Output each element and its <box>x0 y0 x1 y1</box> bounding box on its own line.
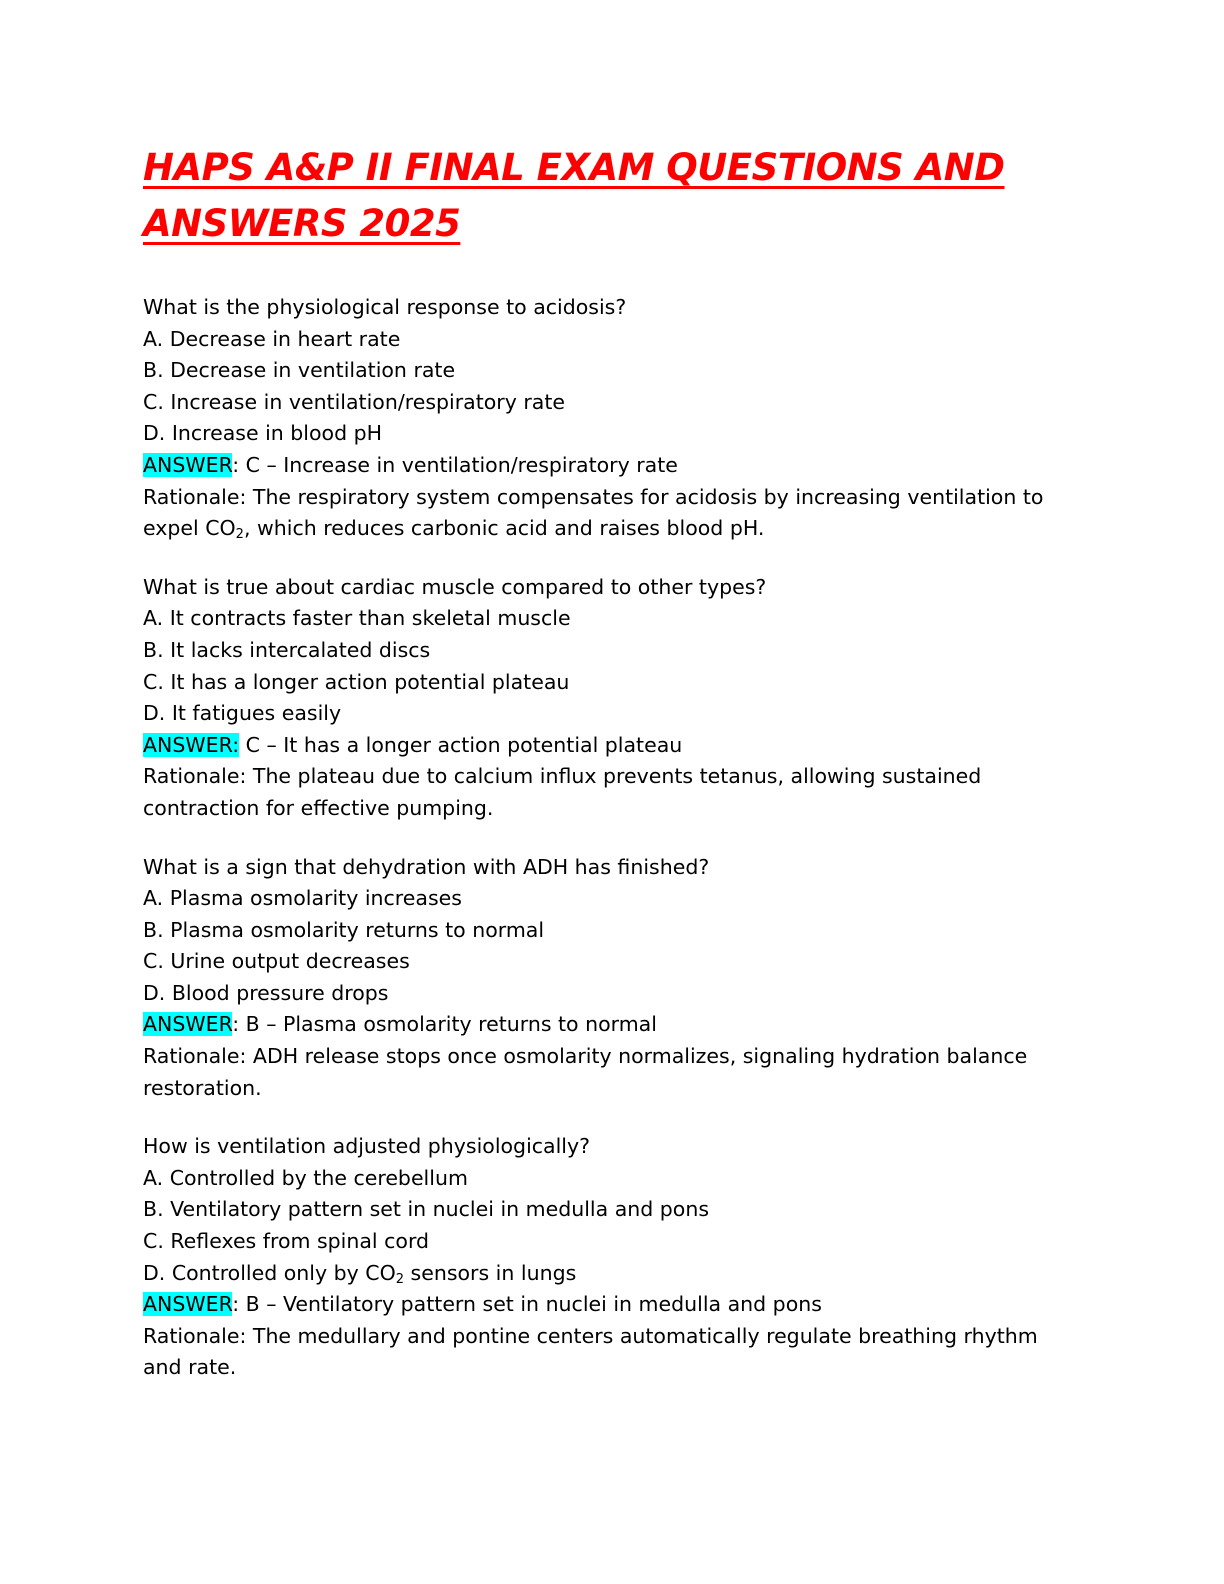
answer-line <box>143 1009 1063 1041</box>
question-block-2 <box>143 572 1063 825</box>
rationale-part-2: , which reduces carbonic acid and raises blood pH. <box>243 516 765 541</box>
answer-line <box>143 1289 1063 1321</box>
answer-text: : C – Increase in ventilation/respiratory rate <box>232 452 678 477</box>
question-text: What is the physiological response to acidosis? <box>143 295 627 319</box>
option-d-part-2: sensors in lungs <box>404 1260 577 1285</box>
question-block-4 <box>143 1131 1063 1384</box>
answer-line <box>143 730 1063 762</box>
answer-label: ANSWER <box>143 1012 233 1037</box>
question-text: What is a sign that dehydration with ADH has finished? <box>143 854 710 879</box>
question-text: How is ventilation adjusted physiologically? <box>143 1134 591 1159</box>
answer-text: : B – Ventilatory pattern set in nuclei in medulla and pons <box>232 1292 822 1317</box>
option-d: D. Blood pressure drops <box>143 980 389 1005</box>
subscript-2: 2 <box>395 1271 405 1287</box>
option-b: B. Decrease in ventilation rate <box>143 358 456 383</box>
option-d-part-1: D. Controlled only by CO <box>143 1260 396 1285</box>
answer-text: : B – Plasma osmolarity returns to normal <box>232 1012 657 1037</box>
option-c: C. It has a longer action potential plateau <box>143 669 570 694</box>
document-title: HAPS A&P II FINAL EXAM QUESTIONS AND ANSWERS 2025 <box>143 146 1005 245</box>
rationale-text: Rationale: ADH release stops once osmolarity normalizes, signaling hydration balance restoration. <box>143 1044 1028 1100</box>
option-d <box>143 1258 1063 1290</box>
option-d: D. Increase in blood pH <box>143 421 383 446</box>
answer-label: ANSWER: <box>143 732 240 757</box>
option-a: A. Controlled by the cerebellum <box>143 1165 468 1190</box>
answer-line <box>143 450 1063 482</box>
answer-text: C – It has a longer action potential plateau <box>239 732 683 757</box>
option-b: B. Plasma osmolarity returns to normal <box>143 917 545 942</box>
question-text: What is true about cardiac muscle compared to other types? <box>143 574 767 599</box>
option-b: B. Ventilatory pattern set in nuclei in medulla and pons <box>143 1197 710 1222</box>
document-page <box>143 140 1063 1411</box>
rationale-text: Rationale: The medullary and pontine centers automatically regulate breathing rhythm and rate. <box>143 1323 1038 1380</box>
question-block-3 <box>143 852 1063 1105</box>
rationale-text <box>143 482 1063 545</box>
option-b: B. It lacks intercalated discs <box>143 637 431 662</box>
option-a: A. Decrease in heart rate <box>143 326 401 351</box>
subscript-2: 2 <box>235 527 244 543</box>
rationale-text: Rationale: The plateau due to calcium influx prevents tetanus, allowing sustained contraction for effective pumping. <box>143 764 982 820</box>
option-a: A. It contracts faster than skeletal muscle <box>143 606 571 631</box>
option-c: C. Reflexes from spinal cord <box>143 1229 430 1254</box>
option-d: D. It fatigues easily <box>143 701 342 726</box>
answer-label: ANSWER <box>143 1292 233 1317</box>
question-block-1 <box>143 292 1063 545</box>
option-c: C. Increase in ventilation/respiratory rate <box>143 389 565 414</box>
option-c: C. Urine output decreases <box>143 949 410 974</box>
option-a: A. Plasma osmolarity increases <box>143 886 462 911</box>
rationale-part-1: Rationale: The respiratory system compensates for acidosis by increasing ventilation to expel CO <box>143 484 1044 541</box>
answer-label: ANSWER <box>143 452 233 477</box>
